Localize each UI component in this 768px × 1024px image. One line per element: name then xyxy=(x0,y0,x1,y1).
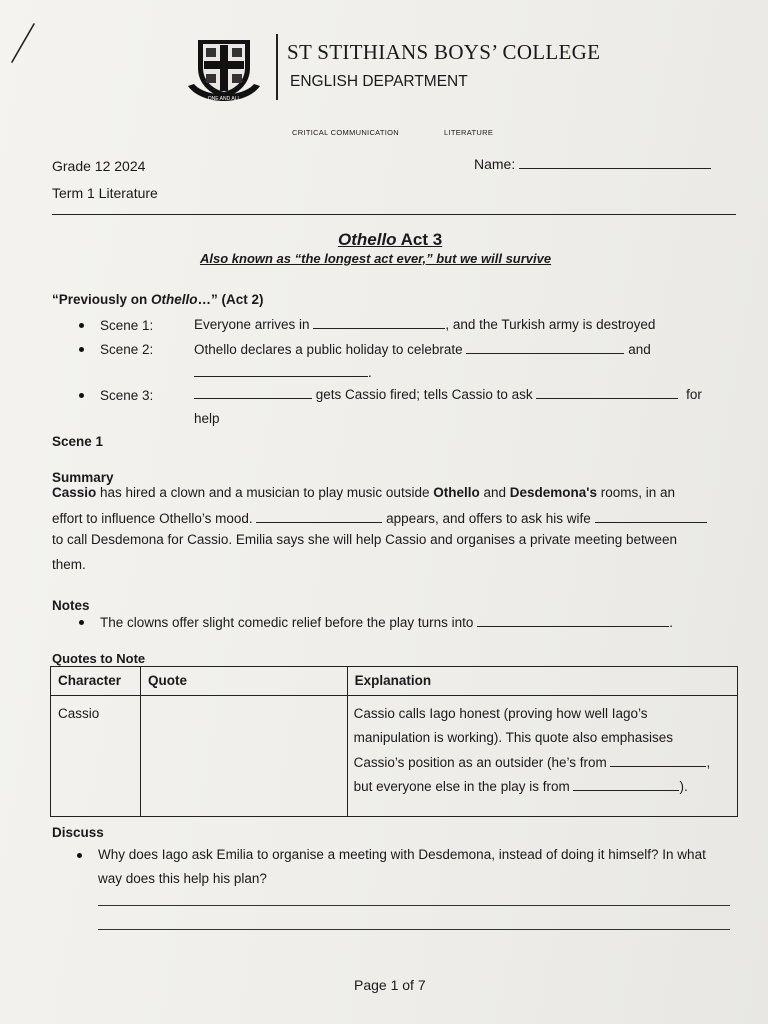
scene3-label: Scene 3: xyxy=(100,388,154,403)
expl-l4-text: but everyone else in the play is from xyxy=(353,778,570,794)
note1-text: The clowns offer slight comedic relief before the play turns into xyxy=(100,615,474,630)
summary-line-1 xyxy=(52,485,675,500)
title-play: Othello xyxy=(338,230,397,249)
summary-l1-f: rooms, in an xyxy=(597,485,676,500)
scene2-text-b: and xyxy=(628,342,651,357)
note1-end: . xyxy=(669,615,673,630)
header-rule xyxy=(52,214,736,215)
school-crest-icon xyxy=(186,34,262,106)
term-label: Term 1 Literature xyxy=(52,185,158,201)
scene2-blank-1[interactable] xyxy=(466,341,624,354)
tagline-right: LITERATURE xyxy=(444,128,494,137)
title-act: Act 3 xyxy=(396,230,443,249)
summary-othello: Othello xyxy=(433,485,480,500)
grade-label: Grade 12 2024 xyxy=(52,158,146,174)
table-header-row xyxy=(51,667,738,696)
cell-character: Cassio xyxy=(51,696,141,817)
quotes-heading: Quotes to Note xyxy=(52,651,146,666)
previously-heading-play: Othello xyxy=(151,292,198,307)
summary-line-3: to call Desdemona for Cassio. Emilia says she will help Cassio and organises a private meeting between xyxy=(52,532,678,547)
header-divider xyxy=(276,34,278,100)
expl-l3-end: , xyxy=(706,754,711,770)
summary-l1-b: has hired a clown and a musician to play music outside xyxy=(96,485,434,500)
notes-heading: Notes xyxy=(52,598,90,613)
scene1-text-a: Everyone arrives in xyxy=(194,317,310,332)
scene1-text-b: , and the Turkish army is destroyed xyxy=(445,317,656,332)
table-row xyxy=(51,696,738,817)
scene3-blank-2[interactable] xyxy=(536,386,678,399)
name-field[interactable] xyxy=(474,156,711,172)
summary-l2-a: effort to influence Othello’s mood. xyxy=(52,511,253,526)
discuss-question-line-2: way does this help his plan? xyxy=(98,871,267,886)
expl-l3-text: Cassio’s position as an outsider (he’s from xyxy=(353,754,607,770)
bullet-icon xyxy=(79,347,84,352)
explanation-line-3 xyxy=(354,751,729,775)
previously-heading-end: …” (Act 2) xyxy=(197,292,264,307)
bullet-icon xyxy=(79,323,84,328)
bullet-icon xyxy=(79,620,84,625)
scene2-line-2 xyxy=(194,364,372,380)
scene1-heading: Scene 1 xyxy=(52,434,104,449)
discuss-heading: Discuss xyxy=(52,825,104,840)
page-subtitle: Also known as “the longest act ever,” but we will survive xyxy=(200,251,552,266)
note1-blank[interactable] xyxy=(477,614,669,627)
scene2-blank-2[interactable] xyxy=(194,364,368,377)
tagline-left: CRITICAL COMMUNICATION xyxy=(292,128,400,137)
summary-line-2 xyxy=(52,510,707,526)
summary-blank-2[interactable] xyxy=(595,510,707,523)
discuss-question-line-1: Why does Iago ask Emilia to organise a meeting with Desdemona, instead of doing it himself? In what xyxy=(98,847,706,862)
summary-desdemona: Desdemona's xyxy=(509,485,597,500)
summary-l2-b: appears, and offers to ask his wife xyxy=(386,511,591,526)
bullet-icon xyxy=(77,853,82,858)
summary-line-4: them. xyxy=(52,557,86,572)
scene2-line xyxy=(194,341,651,357)
scene3-text-a: gets Cassio fired; tells Cassio to ask xyxy=(315,387,533,402)
col-header-explanation: Explanation xyxy=(347,667,737,696)
scene1-line xyxy=(194,316,655,332)
scene2-text-a: Othello declares a public holiday to celebrate xyxy=(194,342,463,357)
page-number: Page 1 of 7 xyxy=(354,977,426,993)
scene3-blank-1[interactable] xyxy=(194,386,312,399)
explanation-line-4 xyxy=(354,775,729,799)
page-title xyxy=(338,230,442,250)
scene1-blank[interactable] xyxy=(313,316,445,329)
explanation-line-1: Cassio calls Iago honest (proving how well Iago’s xyxy=(353,706,648,721)
cell-explanation xyxy=(347,696,737,817)
summary-cassio: Cassio xyxy=(52,485,97,500)
pen-mark-icon xyxy=(8,22,38,66)
department-name: ENGLISH DEPARTMENT xyxy=(290,73,468,90)
quotes-table xyxy=(50,666,738,817)
cell-quote[interactable] xyxy=(140,696,347,817)
scene3-text-b: for xyxy=(686,387,702,402)
answer-line[interactable] xyxy=(98,905,730,906)
col-header-quote: Quote xyxy=(140,667,347,696)
previously-heading xyxy=(52,292,264,307)
expl-l4-end: ). xyxy=(679,778,688,794)
summary-blank-1[interactable] xyxy=(256,510,382,523)
summary-l1-d: and xyxy=(479,485,510,500)
col-header-character: Character xyxy=(51,667,141,696)
explanation-line-2: manipulation is working). This quote also emphasises xyxy=(353,730,674,746)
bullet-icon xyxy=(79,393,84,398)
scene2-label: Scene 2: xyxy=(100,342,154,357)
scene1-label: Scene 1: xyxy=(100,318,154,333)
note-1 xyxy=(100,614,673,630)
previously-heading-start: “Previously on xyxy=(52,292,152,307)
svg-text:ONE AND ALL: ONE AND ALL xyxy=(207,96,241,102)
school-name: ST STITHIANS BOYS’ COLLEGE xyxy=(287,40,601,64)
name-label: Name: xyxy=(474,156,516,172)
summary-heading: Summary xyxy=(52,470,114,485)
scene3-line xyxy=(194,386,702,402)
answer-line[interactable] xyxy=(98,929,730,930)
explanation-blank-2[interactable] xyxy=(573,778,679,791)
scene3-text-c: help xyxy=(194,411,220,426)
explanation-blank-1[interactable] xyxy=(610,754,706,767)
scene2-text-c: . xyxy=(368,365,372,380)
name-blank[interactable] xyxy=(519,156,711,169)
